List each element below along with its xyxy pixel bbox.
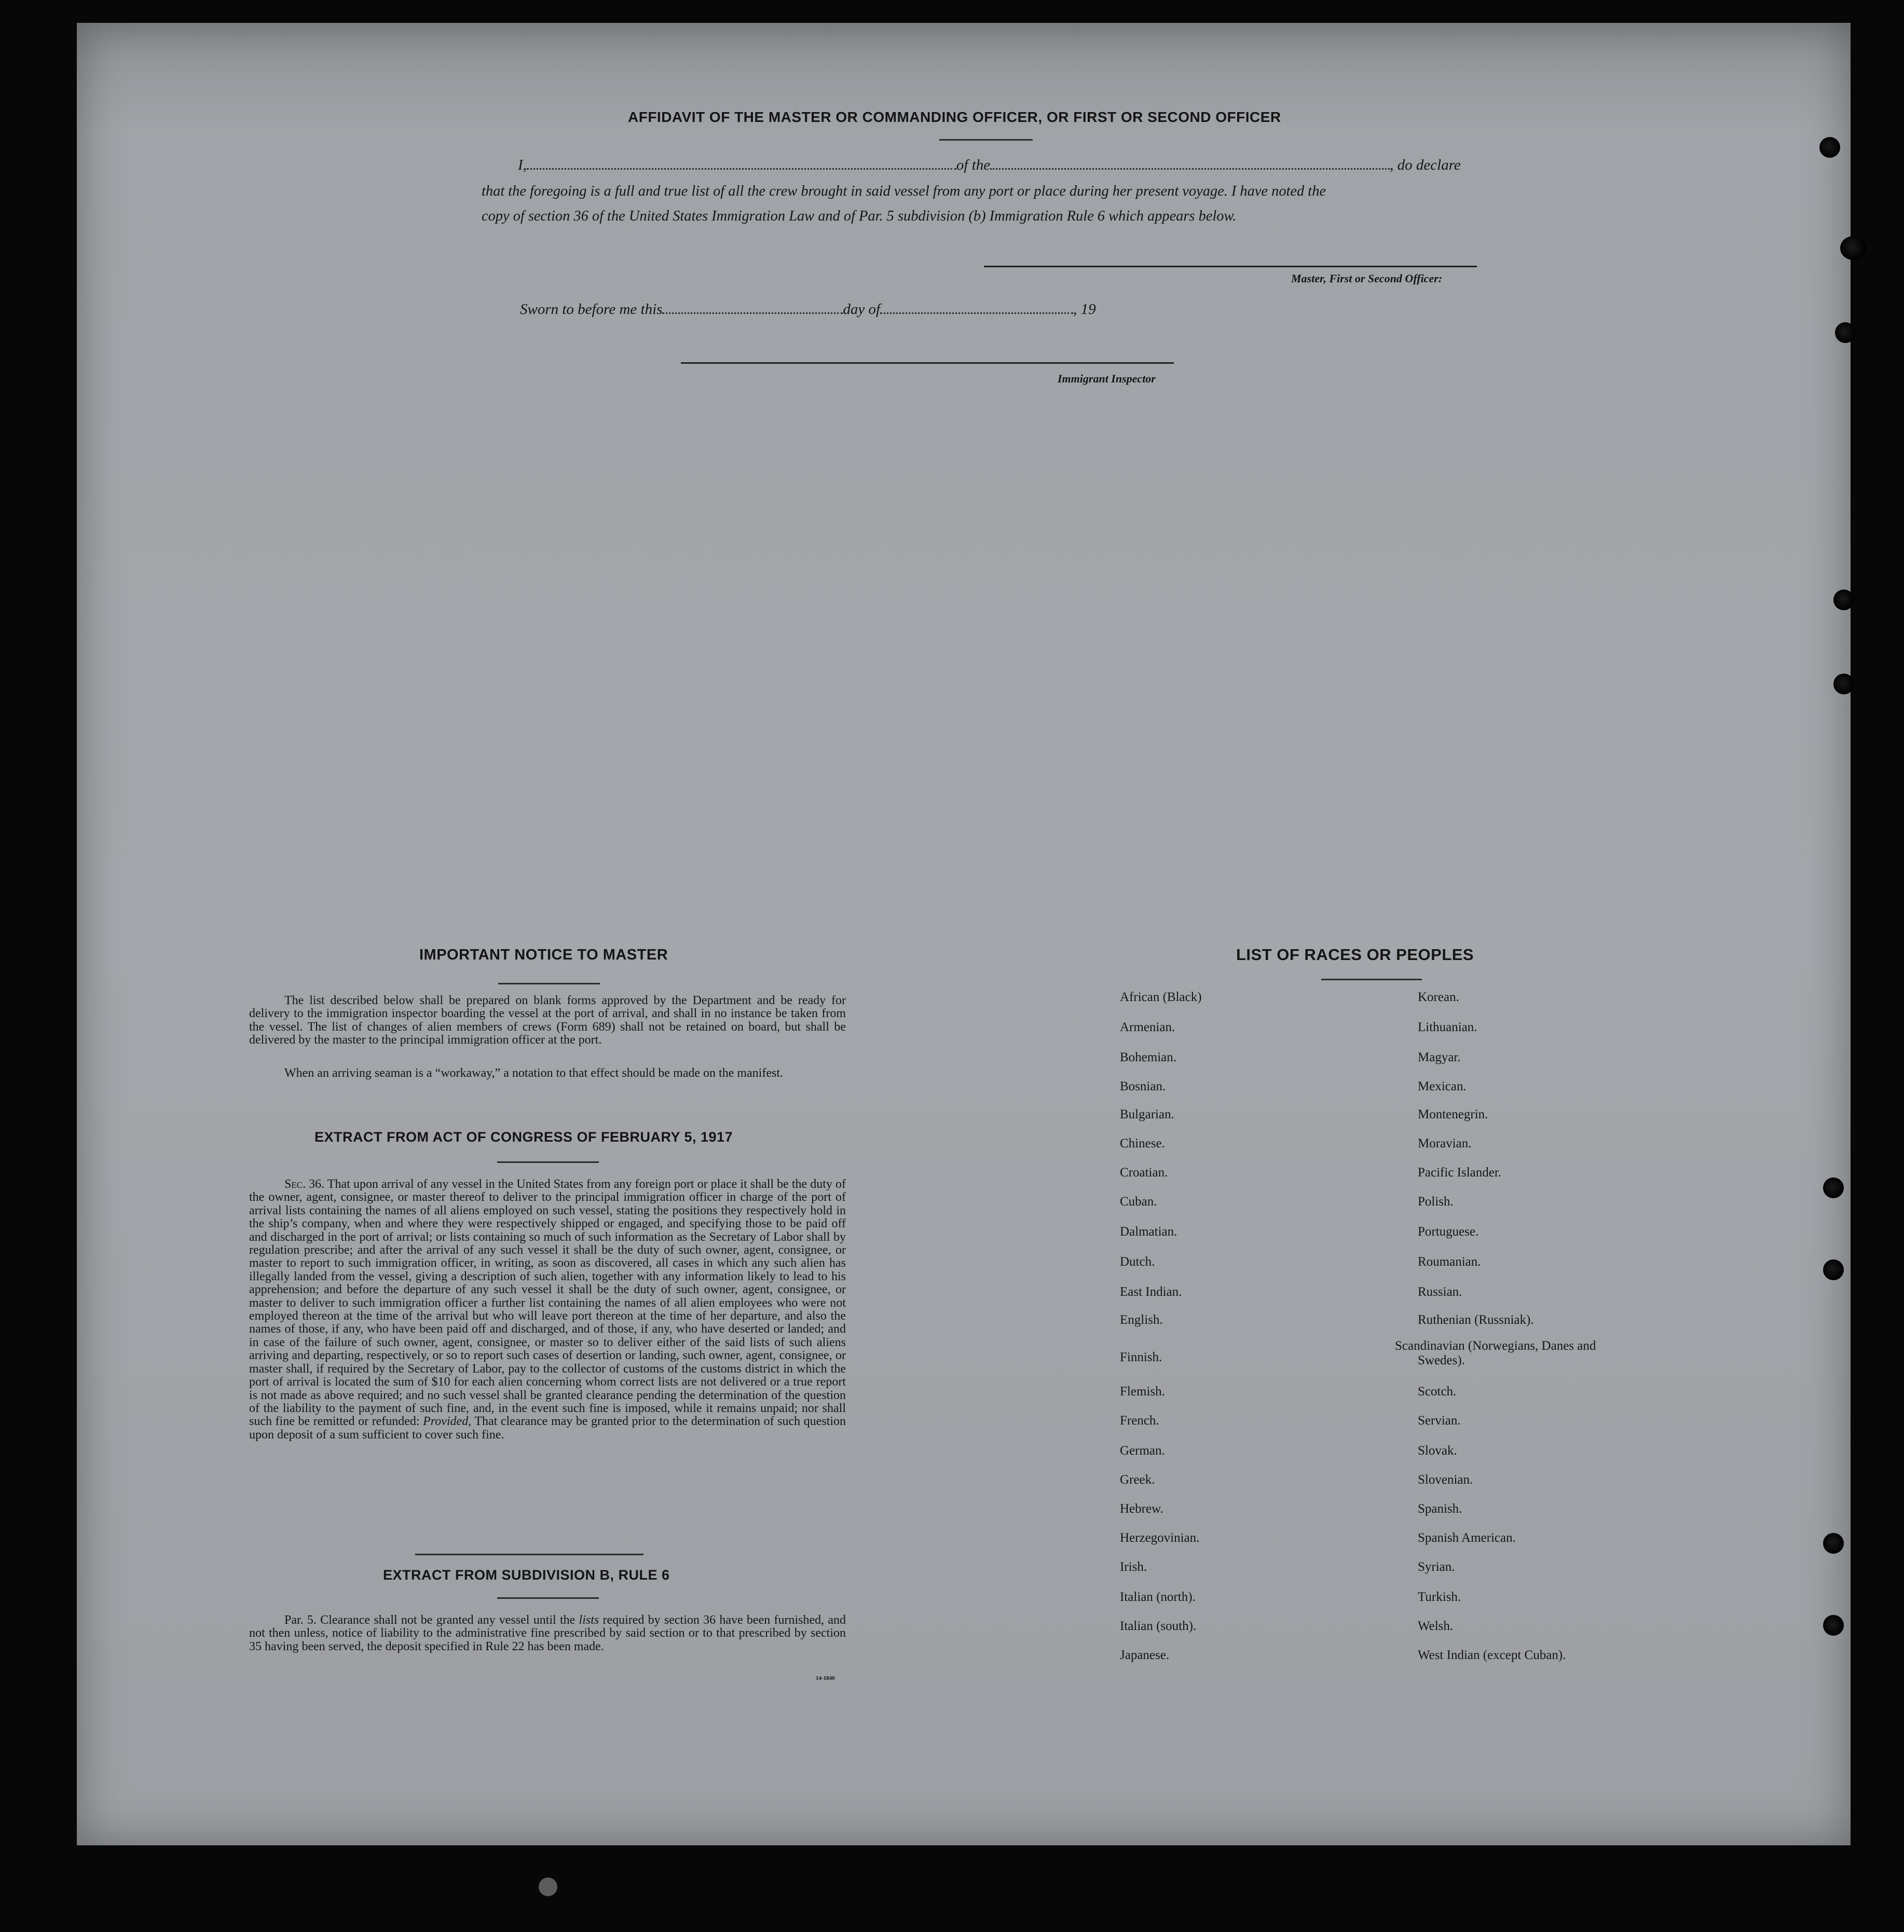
vessel-label: of the	[956, 157, 991, 173]
race-item-left: Irish.	[1120, 1560, 1147, 1574]
act-rule	[497, 1161, 599, 1163]
notice-title: IMPORTANT NOTICE TO MASTER	[419, 947, 668, 963]
binder-hole	[1835, 322, 1856, 343]
sworn-line	[520, 301, 1096, 318]
rule-text-a: Par. 5. Clearance shall not be granted any vessel until the	[284, 1613, 576, 1627]
day-of-label: day of	[843, 301, 881, 318]
affidavit-line-3: copy of section 36 of the United States Immigration Law and of Par. 5 subdivision (b) Immigration Rule 6 which appears below.	[482, 208, 1237, 224]
rule-title-rule	[497, 1597, 599, 1599]
race-item-right: Mexican.	[1418, 1079, 1467, 1093]
race-item-left: Armenian.	[1120, 1020, 1175, 1034]
race-item-right: Scandinavian (Norwegians, Danes and Swedes).	[1395, 1339, 1596, 1367]
race-item-right: West Indian (except Cuban).	[1418, 1648, 1566, 1662]
race-item-right: Ruthenian (Russniak).	[1418, 1313, 1534, 1327]
race-item-left: Croatian.	[1120, 1166, 1168, 1180]
race-item-right: Pacific Islander.	[1418, 1166, 1502, 1180]
sworn-label: Sworn to before me this	[520, 301, 663, 318]
provided-label: Provided,	[423, 1415, 472, 1429]
punch-mark	[539, 1878, 557, 1896]
race-item-left: Bulgarian.	[1120, 1107, 1174, 1121]
race-item-left: Herzegovinian.	[1120, 1531, 1200, 1545]
race-item-left: Greek.	[1120, 1473, 1155, 1487]
race-item-left: Cuban.	[1120, 1195, 1157, 1209]
binder-hole	[1819, 137, 1840, 158]
notice-paragraph-2	[249, 1067, 846, 1080]
race-item-right: Portuguese.	[1418, 1225, 1479, 1239]
inspector-signature-line[interactable]	[681, 362, 1174, 364]
race-item-left: Bohemian.	[1120, 1050, 1177, 1064]
binder-hole	[1823, 1533, 1844, 1554]
act-end-rule	[415, 1554, 643, 1555]
race-item-right: Korean.	[1418, 990, 1459, 1004]
race-item-right: Magyar.	[1418, 1050, 1461, 1064]
notice-paragraph-1	[249, 994, 846, 1047]
sworn-month-field[interactable]	[880, 301, 1073, 314]
race-item-right: Scotch.	[1418, 1385, 1457, 1399]
rule-text-b: required by section 36 have been furnished, and not then unless, notice of liability to the administrative fine prescribed by said section or to that prescribed by section 35 having been served, the deposit specified in Rule 22 has been made.	[249, 1613, 846, 1653]
race-item-left: East Indian.	[1120, 1285, 1182, 1299]
inspector-label: Immigrant Inspector	[1058, 372, 1156, 385]
race-item-left: African (Black)	[1120, 990, 1202, 1004]
section-36-text-end: That clearance may be granted prior to the determination of such question upon deposit of a sum sufficient to cover such fine.	[249, 1415, 846, 1442]
race-item-left: Hebrew.	[1120, 1502, 1163, 1516]
race-item-right: Welsh.	[1418, 1619, 1454, 1633]
race-item-left: French.	[1120, 1414, 1159, 1428]
sworn-day-field[interactable]	[662, 301, 843, 314]
race-item-left: Bosnian.	[1120, 1079, 1166, 1093]
race-item-right: Syrian.	[1418, 1560, 1455, 1574]
binder-hole	[1823, 1615, 1844, 1636]
race-item-right: Polish.	[1418, 1195, 1454, 1209]
act-extract-title: EXTRACT FROM ACT OF CONGRESS OF FEBRUARY 5, 1917	[314, 1129, 733, 1145]
title-rule	[939, 139, 1033, 141]
notice-text-2: When an arriving seaman is a “workaway,” a notation to that effect should be made on the manifest.	[284, 1066, 783, 1080]
race-item-right: Lithuanian.	[1418, 1020, 1477, 1034]
races-rule	[1321, 979, 1422, 980]
race-item-left: Italian (north).	[1120, 1590, 1196, 1604]
section-label: Sec. 36.	[284, 1177, 325, 1191]
rule-extract-title: EXTRACT FROM SUBDIVISION B, RULE 6	[383, 1567, 670, 1583]
declare-label: , do declare	[1390, 157, 1461, 173]
affidavit-line-1	[518, 157, 1461, 174]
race-item-right: Spanish American.	[1418, 1531, 1516, 1545]
race-item-right: Roumanian.	[1418, 1255, 1481, 1269]
master-signature-label: Master, First or Second Officer:	[1291, 272, 1443, 285]
declarant-name-field[interactable]	[527, 157, 956, 170]
race-item-right: Turkish.	[1418, 1590, 1461, 1604]
binder-hole	[1833, 674, 1854, 694]
race-item-left: Dutch.	[1120, 1255, 1155, 1269]
race-item-right: Servian.	[1418, 1414, 1461, 1428]
notice-rule	[498, 983, 600, 984]
year-label: , 19	[1073, 301, 1096, 318]
race-item-right: Slovak.	[1418, 1444, 1457, 1458]
form-code: 14-1840	[816, 1675, 835, 1681]
race-item-left: German.	[1120, 1444, 1165, 1458]
binder-hole	[1823, 1259, 1844, 1280]
race-item-right: Russian.	[1418, 1285, 1462, 1299]
master-signature-line[interactable]	[984, 266, 1477, 267]
race-item-left: Chinese.	[1120, 1136, 1165, 1150]
race-item-left: Japanese.	[1120, 1648, 1170, 1662]
race-item-right: Montenegrin.	[1418, 1107, 1488, 1121]
binder-hole	[1823, 1177, 1844, 1198]
races-title: LIST OF RACES OR PEOPLES	[1236, 946, 1474, 964]
affidavit-title: AFFIDAVIT OF THE MASTER OR COMMANDING OFFICER, OR FIRST OR SECOND OFFICER	[628, 109, 1281, 125]
race-item-left: Finnish.	[1120, 1350, 1162, 1364]
race-item-left: Italian (south).	[1120, 1619, 1197, 1633]
section-36-text: That upon arrival of any vessel in the United States from any foreign port or place it shall be the duty of the owner, agent, consignee, or master thereof to deliver to the principal immigration officer in charge of the port of arrival lists containing the names of all aliens employed on such vessel, stating the positions they respectively hold in the ship’s company, when and where they were respectively shipped or engaged, and specifying those to be paid off and discharged in the port of arrival; or lists containing so much of such information as the Secretary of Labor shall by regulation prescribe; and after the arrival of any such vessel it shall be the duty of such owner, agent, consignee, or master to report to such immigration officer, in writing, as soon as discovered, all cases in which any such alien has illegally landed from the vessel, giving a description of such alien, together with any information likely to lead to his apprehension; and before the departure of any such vessel it shall be the duty of such owner, agent, consignee, or master to deliver to such immigration officer a further list containing the names of all alien employees who were not employed thereon at the time of the arrival but who will leave port thereon at the time of her departure, and also the names of those, if any, who have been paid off and discharged, and of those, if any, who have deserted or landed; and in case of the failure of such owner, agent, consignee, or master so to deliver either of the said lists of such aliens arriving and departing, respectively, or so to report such cases of desertion or landing, such owner, agent, consignee, or master shall, if required by the Secretary of Labor, pay to the collector of customs of the customs district in which the port of arrival is located the sum of $10 for each alien concerning whom correct lists are not delivered or a true report is not made as above required; and no such vessel shall be granted clearance pending the determination of the question of the liability to the payment of such fine, and, in the event such fine is imposed, while it remains unpaid; nor shall such fine be remitted or refunded:	[249, 1177, 846, 1429]
race-item-left: Dalmatian.	[1120, 1225, 1177, 1239]
race-item-right: Slovenian.	[1418, 1473, 1473, 1487]
vessel-name-field[interactable]	[990, 157, 1390, 170]
document-sheet	[77, 23, 1851, 1845]
binder-hole	[1833, 590, 1854, 610]
rule-extract-text	[249, 1614, 846, 1653]
notice-text-1: The list described below shall be prepared on blank forms approved by the Department and be ready for delivery to the immigration inspector boarding the vessel at the port of arrival, and shall in no instance be taken from the vessel. The list of changes of alien members of crews (Form 689) shall not be retained on board, but shall be delivered by the master to the principal immigration officer at the port.	[249, 994, 846, 1047]
race-item-right: Moravian.	[1418, 1136, 1472, 1150]
lists-term: lists	[579, 1613, 599, 1627]
act-extract-text	[249, 1178, 846, 1442]
affidavit-line-2: that the foregoing is a full and true list of all the crew brought in said vessel from any port or place during her present voyage. I have noted the	[482, 183, 1326, 199]
declarant-label: I,	[518, 157, 527, 173]
race-item-left: English.	[1120, 1313, 1163, 1327]
race-item-left: Flemish.	[1120, 1385, 1165, 1399]
race-item-right: Spanish.	[1418, 1502, 1462, 1516]
binder-hole	[1840, 236, 1866, 260]
